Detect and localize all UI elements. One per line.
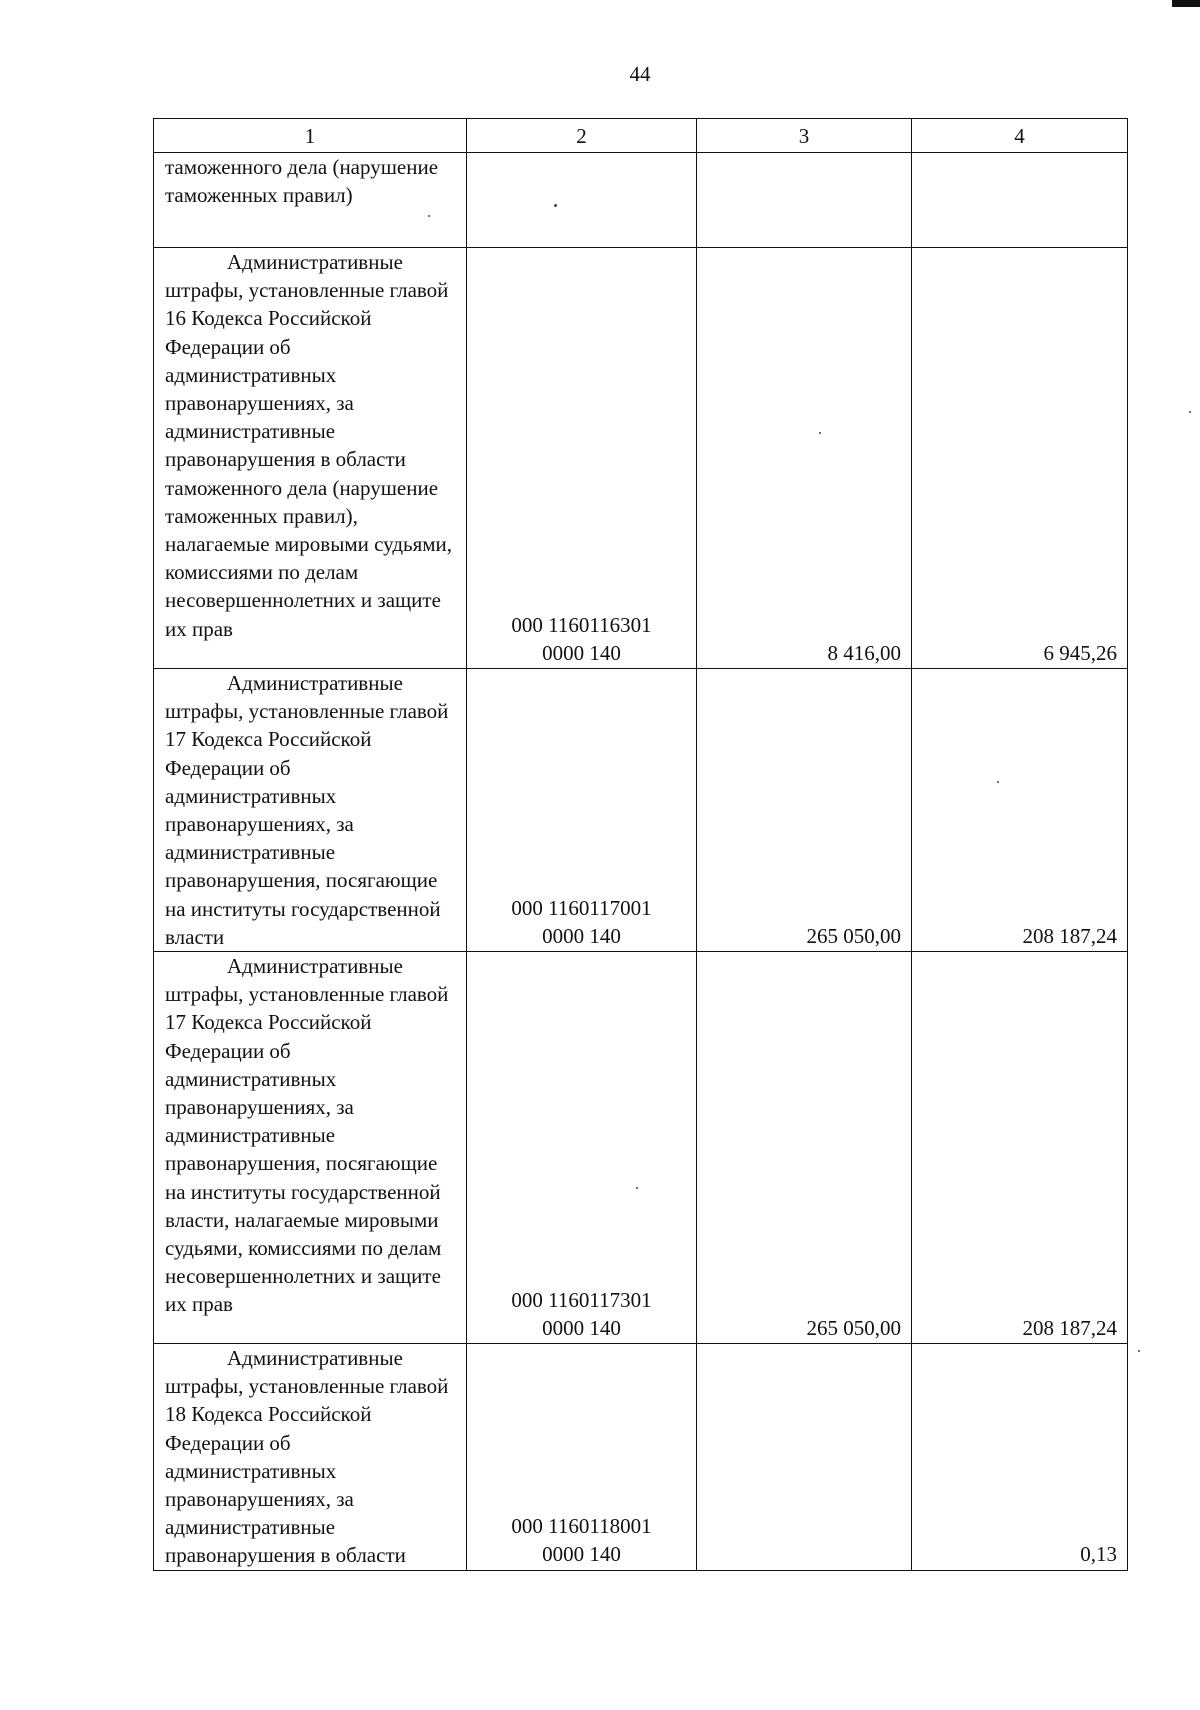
revenue-table	[153, 118, 1128, 1571]
row-description: Административные штрафы, установленные главой 18 Кодекса Российской Федерации об административных правонарушениях, за административные правонарушения в области	[165, 1346, 449, 1568]
scan-corner-mark	[1172, 0, 1200, 7]
table-header-row	[154, 119, 1128, 153]
row-description-cell	[154, 669, 467, 952]
scan-speck	[1189, 411, 1191, 413]
row-code-line-1: 000 1160117301	[511, 1287, 652, 1312]
scan-speck	[997, 781, 999, 783]
row-code-line-1: 000 1160118001	[511, 1514, 652, 1539]
row-value-col3: 265 050,00	[697, 952, 912, 1344]
row-code-line-2: 0000 140	[542, 1315, 621, 1340]
row-code-line-1: 000 1160116301	[511, 612, 652, 637]
row-value-col3: 8 416,00	[697, 248, 912, 669]
row-code-cell	[467, 248, 697, 669]
table-row	[154, 153, 1128, 248]
scan-speck	[1138, 1350, 1140, 1352]
row-description-cell	[154, 952, 467, 1344]
row-value-col4: 208 187,24	[912, 952, 1128, 1344]
row-code-line-1: 000 1160117001	[511, 895, 652, 920]
page-number: 44	[629, 62, 651, 86]
column-header-4: 4	[912, 119, 1128, 153]
row-description-cell	[154, 1344, 467, 1571]
table-row	[154, 1344, 1128, 1571]
row-description-cell	[154, 153, 467, 248]
table-row	[154, 669, 1128, 952]
row-value-col3: 265 050,00	[697, 669, 912, 952]
column-header-2: 2	[467, 119, 697, 153]
row-description: Административные штрафы, установленные главой 16 Кодекса Российской Федерации об административных правонарушениях, за административные правонарушения в области таможенного дела (нарушение таможенных правил), налагаемые мировыми судьями, комиссиями по делам несовершеннолетних и защите их прав	[165, 250, 453, 641]
scan-speck	[428, 215, 430, 217]
row-value-col3	[697, 153, 912, 248]
row-value-col3	[697, 1344, 912, 1571]
row-code-cell	[467, 952, 697, 1344]
table-row	[154, 952, 1128, 1344]
row-description: таможенного дела (нарушение таможенных правил)	[165, 155, 439, 208]
scan-speck	[636, 1187, 638, 1189]
row-description-cell	[154, 248, 467, 669]
scan-speck	[554, 204, 557, 207]
row-value-col4: 208 187,24	[912, 669, 1128, 952]
row-value-col4: 6 945,26	[912, 248, 1128, 669]
row-value-col4: 0,13	[912, 1344, 1128, 1571]
column-header-3: 3	[697, 119, 912, 153]
row-code-line-2: 0000 140	[542, 640, 621, 665]
row-code-cell	[467, 153, 697, 248]
column-header-1: 1	[154, 119, 467, 153]
row-code-line-2: 0000 140	[542, 923, 621, 948]
row-description: Административные штрафы, установленные главой 17 Кодекса Российской Федерации об административных правонарушениях, за административные правонарушения, посягающие на институты государственной власти	[165, 671, 449, 949]
row-code-line-2: 0000 140	[542, 1542, 621, 1567]
row-value-col4	[912, 153, 1128, 248]
row-description: Административные штрафы, установленные главой 17 Кодекса Российской Федерации об административных правонарушениях, за административные правонарушения, посягающие на институты государственной власти, налагаемые мировыми судьями, комиссиями по делам несовершеннолетних и защите их прав	[165, 954, 449, 1317]
row-code-cell	[467, 1344, 697, 1571]
row-code-cell	[467, 669, 697, 952]
table-row	[154, 248, 1128, 669]
scan-speck	[819, 432, 821, 434]
